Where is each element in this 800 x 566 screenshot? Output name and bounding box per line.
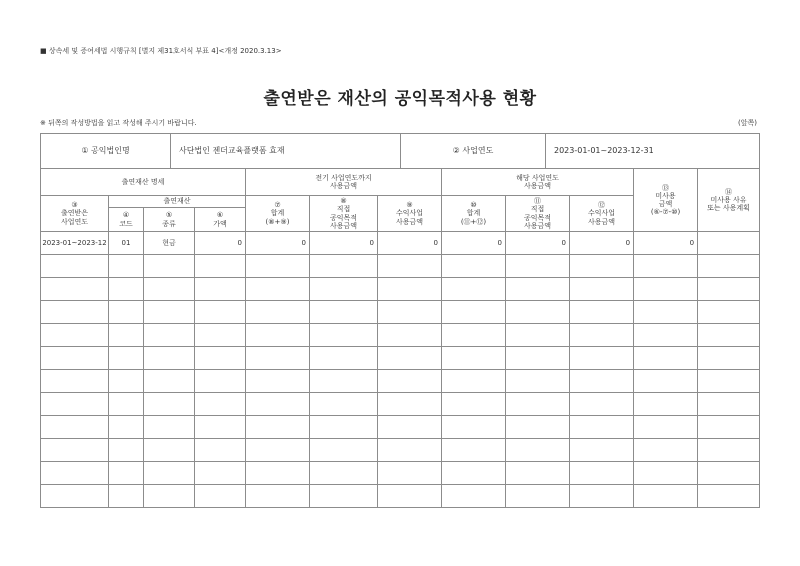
group-header-assets: 출연재산 — [109, 196, 246, 208]
col-14-label: 미사용 사유 또는 사용계획 — [707, 195, 750, 213]
table-cell[interactable]: 0 — [378, 232, 442, 255]
col-header-received-year — [41, 196, 109, 232]
table-cell[interactable] — [570, 393, 634, 416]
col-header-value — [195, 208, 246, 232]
col-3-number: ③ — [71, 201, 78, 210]
col-11-label: 직접 공익목적 사용금액 — [523, 205, 552, 230]
table-cell[interactable] — [246, 416, 310, 439]
table-cell[interactable] — [570, 324, 634, 347]
table-row — [41, 462, 760, 485]
table-cell[interactable] — [41, 439, 109, 462]
col-13-number: ⑬ — [662, 183, 670, 192]
table-cell[interactable] — [442, 439, 506, 462]
table-cell[interactable]: 0 — [442, 232, 506, 255]
table-cell[interactable] — [570, 255, 634, 278]
table-cell[interactable]: 01 — [109, 232, 144, 255]
col-4-label: 코드 — [119, 219, 133, 228]
table-cell[interactable] — [634, 255, 698, 278]
table-cell[interactable] — [506, 347, 570, 370]
col-header-unused-reason — [698, 169, 760, 232]
table-cell[interactable] — [41, 393, 109, 416]
org-info-table — [40, 133, 760, 169]
table-cell[interactable] — [310, 301, 378, 324]
table-row — [41, 347, 760, 370]
col-header-prev-total — [246, 196, 310, 232]
table-cell[interactable] — [109, 370, 144, 393]
col-14-number: ⑭ — [725, 187, 733, 196]
table-cell[interactable] — [442, 278, 506, 301]
table-body — [41, 232, 760, 508]
group-header-current-usage: 해당 사업연도 사용금액 — [442, 169, 634, 196]
table-cell[interactable] — [41, 278, 109, 301]
table-cell[interactable] — [195, 324, 246, 347]
col-10-label: 합계 (⑪+⑫) — [460, 209, 487, 226]
table-cell[interactable] — [195, 485, 246, 508]
col-8-label: 직접 공익목적 사용금액 — [329, 205, 358, 230]
col-header-code — [109, 208, 144, 232]
table-cell[interactable] — [246, 324, 310, 347]
col-header-type — [144, 208, 195, 232]
table-cell[interactable] — [378, 278, 442, 301]
table-cell[interactable] — [310, 462, 378, 485]
col-header-unused-amount — [634, 169, 698, 232]
table-row — [41, 439, 760, 462]
table-cell[interactable] — [570, 416, 634, 439]
col-6-label: 가액 — [213, 219, 227, 228]
table-cell[interactable] — [246, 485, 310, 508]
table-cell[interactable] — [144, 485, 195, 508]
table-cell[interactable] — [41, 255, 109, 278]
table-cell[interactable] — [378, 439, 442, 462]
table-cell[interactable] — [442, 370, 506, 393]
table-cell[interactable] — [144, 301, 195, 324]
table-cell[interactable] — [442, 324, 506, 347]
table-cell[interactable] — [378, 255, 442, 278]
table-cell[interactable]: 0 — [570, 232, 634, 255]
table-cell[interactable] — [144, 462, 195, 485]
table-cell[interactable] — [378, 416, 442, 439]
table-cell[interactable] — [506, 301, 570, 324]
table-cell[interactable] — [310, 439, 378, 462]
table-cell[interactable] — [442, 416, 506, 439]
table-cell[interactable] — [698, 485, 760, 508]
table-row — [41, 232, 760, 255]
table-cell[interactable] — [506, 255, 570, 278]
table-cell[interactable] — [310, 416, 378, 439]
table-cell[interactable] — [570, 485, 634, 508]
table-cell[interactable] — [195, 439, 246, 462]
table-cell[interactable] — [378, 393, 442, 416]
table-cell[interactable] — [144, 278, 195, 301]
table-cell[interactable] — [378, 485, 442, 508]
table-cell[interactable]: 2023-01~2023-12 — [41, 232, 109, 255]
table-cell[interactable] — [246, 347, 310, 370]
table-cell[interactable] — [634, 301, 698, 324]
table-cell[interactable] — [570, 462, 634, 485]
table-cell[interactable] — [698, 462, 760, 485]
table-cell[interactable] — [310, 324, 378, 347]
table-cell[interactable] — [195, 393, 246, 416]
table-cell[interactable] — [144, 416, 195, 439]
table-cell[interactable] — [634, 462, 698, 485]
table-cell[interactable] — [310, 347, 378, 370]
table-cell[interactable] — [310, 278, 378, 301]
table-row — [41, 278, 760, 301]
table-cell[interactable] — [442, 462, 506, 485]
table-cell[interactable] — [634, 278, 698, 301]
table-row — [41, 301, 760, 324]
org-name-field[interactable]: 사단법인 젠더교육플랫폼 효재 — [171, 134, 401, 169]
table-cell[interactable] — [634, 347, 698, 370]
asset-usage-table — [40, 168, 760, 508]
table-cell[interactable] — [109, 485, 144, 508]
col-7-label: 합계 (⑧+⑨) — [265, 209, 290, 226]
table-cell[interactable] — [442, 255, 506, 278]
col-7-number: ⑦ — [274, 201, 281, 210]
col-header-prev-direct — [310, 196, 378, 232]
table-cell[interactable] — [442, 393, 506, 416]
table-cell[interactable] — [698, 439, 760, 462]
table-cell[interactable] — [506, 439, 570, 462]
table-cell[interactable]: 0 — [634, 232, 698, 255]
form-identifier: ■ 상속세 및 증여세법 시행규칙 [별지 제31호서식 부표 4]<개정 2020.3.13> — [40, 47, 282, 55]
table-cell[interactable] — [41, 370, 109, 393]
col-header-curr-direct — [506, 196, 570, 232]
table-cell[interactable] — [246, 278, 310, 301]
table-row — [41, 485, 760, 508]
table-cell[interactable] — [570, 278, 634, 301]
table-cell[interactable] — [506, 462, 570, 485]
col-4-number: ④ — [122, 211, 130, 220]
col-5-number: ⑤ — [165, 211, 173, 220]
page-title: 출연받은 재산의 공익목적사용 현황 — [263, 89, 537, 109]
table-cell[interactable] — [698, 301, 760, 324]
table-cell[interactable] — [634, 485, 698, 508]
table-cell[interactable] — [442, 485, 506, 508]
table-cell[interactable]: 0 — [246, 232, 310, 255]
table-cell[interactable] — [506, 278, 570, 301]
table-cell[interactable] — [310, 370, 378, 393]
table-cell[interactable] — [310, 255, 378, 278]
table-cell[interactable] — [144, 393, 195, 416]
table-cell[interactable] — [442, 301, 506, 324]
table-row — [41, 393, 760, 416]
table-cell[interactable] — [506, 393, 570, 416]
table-cell[interactable] — [144, 324, 195, 347]
table-cell[interactable]: 현금 — [144, 232, 195, 255]
table-cell[interactable] — [109, 255, 144, 278]
table-cell[interactable] — [41, 301, 109, 324]
table-cell[interactable] — [378, 301, 442, 324]
table-cell[interactable] — [698, 255, 760, 278]
col-9-label: 수익사업 사용금액 — [395, 209, 424, 226]
table-cell[interactable] — [144, 370, 195, 393]
group-header-asset-details: 출연재산 명세 — [41, 169, 246, 196]
table-cell[interactable] — [109, 278, 144, 301]
table-cell[interactable] — [378, 347, 442, 370]
table-cell[interactable] — [698, 278, 760, 301]
table-cell[interactable] — [195, 301, 246, 324]
table-cell[interactable]: 0 — [195, 232, 246, 255]
table-cell[interactable] — [195, 347, 246, 370]
col-10-number: ⑩ — [470, 201, 477, 210]
col-5-label: 종류 — [162, 219, 176, 228]
table-cell[interactable] — [570, 439, 634, 462]
fiscal-year-field[interactable]: 2023-01-01~2023-12-31 — [546, 134, 760, 169]
table-cell[interactable] — [195, 278, 246, 301]
table-cell[interactable] — [506, 370, 570, 393]
table-cell[interactable] — [109, 439, 144, 462]
table-cell[interactable] — [41, 485, 109, 508]
col-9-number: ⑨ — [406, 201, 413, 210]
table-cell[interactable] — [144, 439, 195, 462]
table-row — [41, 416, 760, 439]
table-cell[interactable] — [698, 324, 760, 347]
table-cell[interactable]: 0 — [506, 232, 570, 255]
table-cell[interactable] — [634, 393, 698, 416]
col-8-number: ⑧ — [340, 197, 347, 206]
col-header-curr-business — [570, 196, 634, 232]
table-row — [41, 255, 760, 278]
table-cell[interactable] — [506, 324, 570, 347]
table-cell[interactable]: 0 — [310, 232, 378, 255]
table-cell[interactable] — [698, 347, 760, 370]
table-cell[interactable] — [570, 347, 634, 370]
table-cell[interactable] — [41, 324, 109, 347]
table-cell[interactable] — [378, 324, 442, 347]
table-cell[interactable] — [378, 370, 442, 393]
table-cell[interactable] — [310, 485, 378, 508]
instruction-note: ※ 뒤쪽의 작성방법을 읽고 작성해 주시기 바랍니다. — [40, 119, 197, 127]
col-12-label: 수익사업 사용금액 — [587, 209, 616, 226]
table-cell[interactable] — [41, 416, 109, 439]
page-side-label: (앞쪽) — [738, 119, 757, 127]
table-cell[interactable] — [41, 347, 109, 370]
table-cell[interactable] — [246, 393, 310, 416]
table-cell[interactable] — [109, 347, 144, 370]
table-cell[interactable] — [698, 416, 760, 439]
table-cell[interactable] — [246, 439, 310, 462]
table-cell[interactable] — [634, 439, 698, 462]
table-cell[interactable] — [195, 462, 246, 485]
table-cell[interactable] — [570, 370, 634, 393]
table-cell[interactable] — [698, 232, 760, 255]
table-cell[interactable] — [634, 324, 698, 347]
col-6-number: ⑥ — [216, 211, 224, 220]
table-cell[interactable] — [506, 416, 570, 439]
col-12-number: ⑫ — [598, 201, 606, 210]
col-header-curr-total — [442, 196, 506, 232]
table-cell[interactable] — [246, 370, 310, 393]
table-cell[interactable] — [506, 485, 570, 508]
table-cell[interactable] — [246, 255, 310, 278]
table-cell[interactable] — [109, 324, 144, 347]
col-3-label: 출연받은 사업연도 — [60, 209, 89, 226]
table-cell[interactable] — [570, 301, 634, 324]
table-cell[interactable] — [109, 301, 144, 324]
table-cell[interactable] — [442, 347, 506, 370]
table-cell[interactable] — [634, 416, 698, 439]
col-11-number: ⑪ — [534, 197, 541, 206]
table-cell[interactable] — [195, 370, 246, 393]
table-cell[interactable] — [144, 347, 195, 370]
col-13-label: 미사용 금액 (⑥-⑦-⑩) — [650, 191, 681, 217]
table-cell[interactable] — [246, 462, 310, 485]
org-name-label: ① 공익법인명 — [41, 134, 171, 169]
table-cell[interactable] — [109, 416, 144, 439]
table-cell[interactable] — [195, 416, 246, 439]
table-cell[interactable] — [109, 393, 144, 416]
table-cell[interactable] — [246, 301, 310, 324]
table-cell[interactable] — [144, 255, 195, 278]
col-header-prev-business — [378, 196, 442, 232]
table-cell[interactable] — [41, 462, 109, 485]
table-cell[interactable] — [698, 393, 760, 416]
table-cell[interactable] — [195, 255, 246, 278]
table-cell[interactable] — [378, 462, 442, 485]
table-row — [41, 370, 760, 393]
group-header-previous-usage: 전기 사업연도까지 사용금액 — [246, 169, 442, 196]
table-cell[interactable] — [698, 370, 760, 393]
table-cell[interactable] — [310, 393, 378, 416]
table-cell[interactable] — [634, 370, 698, 393]
table-row — [41, 324, 760, 347]
fiscal-year-label: ② 사업연도 — [401, 134, 546, 169]
table-cell[interactable] — [109, 462, 144, 485]
